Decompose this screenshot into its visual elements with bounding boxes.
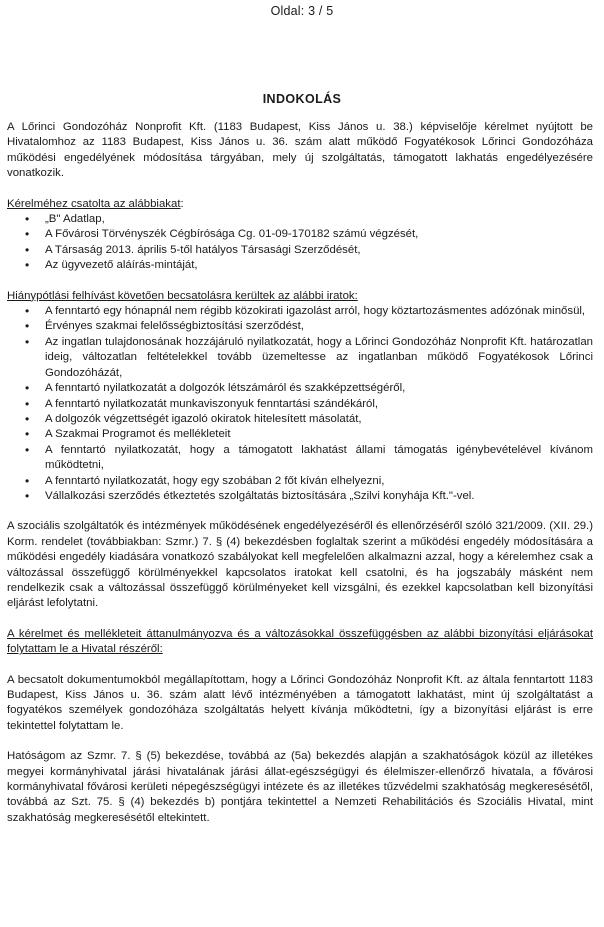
findings-paragraph: A becsatolt dokumentumokból megállapítottam, hogy a Lőrinci Gondozóház Nonprofit Kft. az általa fenntartott 1183 Budapest, Kiss János u. 36. szám alatt lévő intézményében a támogatott lakhatást, mint új szolgáltatást a fogyatékos személyek gondozóháza szolgáltatás helyett kívánja működtetni, így a bizonyítási eljárást is erre tekintettel folytattam le. — [7, 673, 593, 732]
page-number: Oldal: 3 / 5 — [270, 4, 334, 18]
list-item: • Az ügyvezető aláírás-mintáját, — [25, 258, 198, 273]
list-item: • Az ingatlan tulajdonosának hozzájáruló nyilatkozatát, hogy a Lőrinci Gondozóház Nonprofit Kft. határozatlan ideig, változatlan feltételekkel tovább üzemeltesse az ingatlanban működő Fogyatékosok Lőrinci Gondozóházát, — [25, 334, 593, 379]
list-item: • A Fővárosi Törvényszék Cégbírósága Cg. 01-09-170182 számú végzését, — [25, 227, 419, 242]
missing-heading-line — [7, 289, 593, 304]
bullet-icon: • — [25, 473, 30, 488]
list-item: • Vállalkozási szerződés étkeztetés szolgáltatás biztosítására „Szilvi konyhája Kft."-vel. — [25, 488, 475, 503]
bullet-icon: • — [25, 334, 30, 349]
document-title: INDOKOLÁS — [262, 92, 342, 106]
document-body — [7, 120, 593, 826]
intro-paragraph: A Lőrinci Gondozóház Nonprofit Kft. (1183 Budapest, Kiss János u. 38.) képviselője kérelmet nyújtott be Hivatalomhoz az 1183 Budapest, Kiss János u. 36. szám alatt működő Fogyatékosok Lőrinci Gondozóháza működési engedélyének módosítása tárgyában, mely új szolgáltatás, támogatott lakhatás engedélyezésére vonatkozik. — [7, 121, 593, 180]
list-item: • A fenntartó nyilatkozatát a dolgozók létszámáról és szakképzettségéről, — [25, 381, 406, 396]
list-item: • „B" Adatlap, — [25, 212, 105, 227]
section-heading-line — [7, 627, 593, 658]
attached-heading-colon: : — [180, 197, 184, 210]
bullet-icon: • — [25, 258, 30, 273]
missing-heading: Hiánypótlási felhívást követően becsatolásra kerültek az alábbi iratok: — [7, 289, 358, 302]
legal-paragraph: A szociális szolgáltatók és intézmények működésének engedélyezéséről és ellenőrzéséről szóló 321/2009. (XII. 29.) Korm. rendelet (továbbiakban: Szmr.) 7. § (4) bekezdésben foglaltak szerint a működési engedély módosítására a működési engedély kiadására vonatkozó szabályokat kell megfelelően alkalmazni azzal, hogy a kérelemhez csak a változással összefüggő körülményekkel kapcsolatos iratokat kell csatolni, és ha jogszabály másként nem rendelkezik csak a változással összefüggő körülményeket kell vizsgálni, és ezekkel kapcsolatban kell bizonyítási eljárást lefolytatni. — [7, 520, 593, 610]
list-item: • A fenntartó nyilatkozatát munkaviszonyuk fenntartási szándékáról, — [25, 396, 379, 411]
list-item: • Érvényes szakmai felelősségbiztosítási szerződést, — [25, 319, 304, 334]
list-item: • A fenntartó nyilatkozatát, hogy a támogatott lakhatást állami támogatás igénybevételével kívánom működtetni, — [25, 442, 593, 472]
bullet-icon: • — [25, 319, 30, 334]
attached-heading: Kérelméhez csatolta az alábbiakat — [7, 197, 181, 210]
bullet-icon: • — [25, 488, 30, 503]
list-item: • A fenntartó egy hónapnál nem régibb közokirati igazolást arról, hogy köztartozásmentes adózónak minősül, — [25, 304, 586, 319]
bullet-icon: • — [25, 381, 30, 396]
bullet-icon: • — [25, 411, 30, 426]
list-item: • A dolgozók végzettségét igazoló okiratok hitelesített másolatát, — [25, 411, 362, 426]
attached-heading-line — [7, 197, 593, 212]
bullet-icon: • — [25, 396, 30, 411]
list-item: • A Szakmai Programot és mellékleteit — [25, 427, 231, 442]
bullet-icon: • — [25, 304, 30, 319]
bullet-icon: • — [25, 427, 30, 442]
authority-paragraph: Hatóságom az Szmr. 7. § (5) bekezdése, továbbá az (5a) bekezdés alapján a szakhatóságok közül az illetékes megyei kormányhivatal járási hivatalának járási állat-egészségügyi és élelmiszer-ellenőrző hivatala, a fővárosi kormányhivatal fővárosi kerületi népegészségügyi intézete és az illetékes tűzvédelmi szakhatóság megkeresésétől, továbbá az Szt. 75. § (4) bekezdés b) pontjára tekintettel a Nemzeti Rehabilitációs és Szociális Hivatal, mint szakhatóság megkeresésétől eltekintett. — [7, 750, 593, 824]
list-item: • A fenntartó nyilatkozatát, hogy egy szobában 2 főt kíván elhelyezni, — [25, 473, 385, 488]
list-item: • A Társaság 2013. április 5-től hatályos Társasági Szerződését, — [25, 242, 361, 257]
bullet-icon: • — [25, 227, 30, 242]
bullet-icon: • — [25, 442, 30, 457]
missing-list — [7, 304, 593, 504]
bullet-icon: • — [25, 242, 30, 257]
attached-list — [7, 212, 593, 274]
bullet-icon: • — [25, 212, 30, 227]
section-heading: A kérelmet és mellékleteit áttanulmányozva és a változásokkal összefüggésben az alábbi bizonyítási eljárásokat folytattam le a Hivatal részéről: — [7, 627, 593, 656]
